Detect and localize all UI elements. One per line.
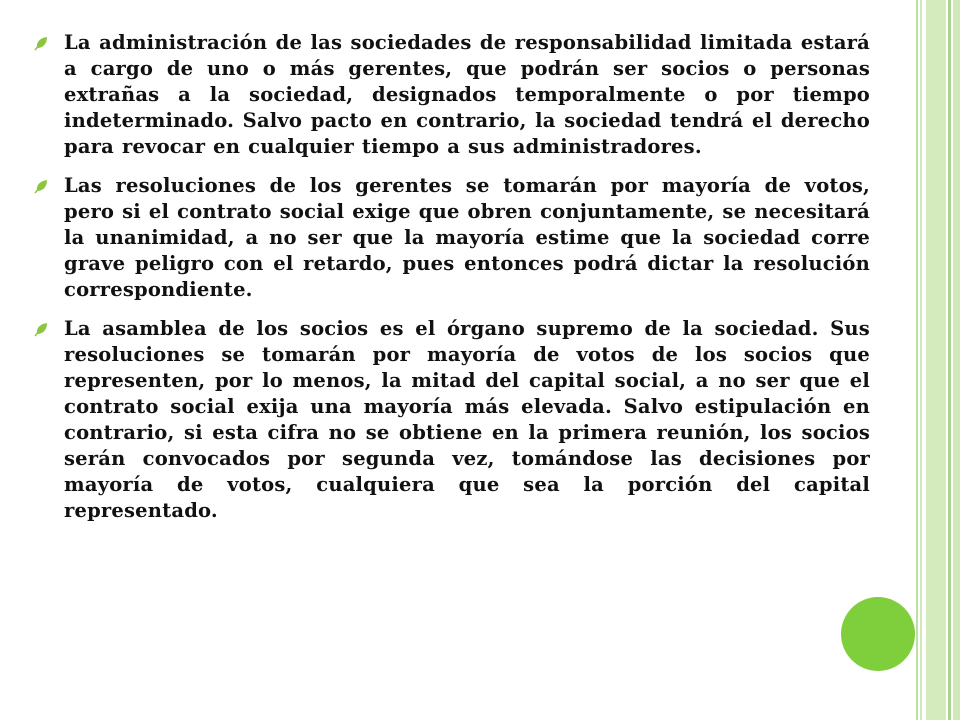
leaf-bullet-icon [32,34,50,52]
stripe-5 [953,0,960,720]
bullet-paragraph-2 [32,173,870,303]
leaf-bullet-icon [32,320,50,338]
bullet-paragraph-3 [32,316,870,524]
stripe-1 [916,0,918,720]
stripe-2 [920,0,922,720]
bullet-text-2: Las resoluciones de los gerentes se tomarán por mayoría de votos, pero si el contrato social exige que obren conjuntamente, se necesitará la unanimidad, a no ser que la mayoría estime que la sociedad corre grave peligro con el retardo, pues entonces podrá dictar la resolución correspondiente. [64,174,870,301]
bullet-paragraph-1 [32,30,870,160]
leaf-bullet-icon [32,177,50,195]
bullet-text-1: La administración de las sociedades de responsabilidad limitada estará a cargo de uno o más gerentes, que podrán ser socios o personas extrañas a la sociedad, designados temporalmente o por tiempo indeterminado. Salvo pacto en contrario, la sociedad tendrá el derecho para revocar en cualquier tiempo a sus administradores. [64,31,870,158]
bullet-text-3: La asamblea de los socios es el órgano supremo de la sociedad. Sus resoluciones se tomarán por mayoría de votos de los socios que representen, por lo menos, la mitad del capital social, a no ser que el contrato social exija una mayoría más elevada. Salvo estipulación en contrario, si esta cifra no se obtiene en la primera reunión, los socios serán convocados por segunda vez, tomándose las decisiones por mayoría de votos, cualquiera que sea la porción del capital representado. [64,317,870,522]
decorative-stripes [916,0,960,720]
stripe-3 [926,0,946,720]
stripe-4 [948,0,951,720]
slide-content [32,30,870,537]
green-circle-icon [841,597,915,671]
